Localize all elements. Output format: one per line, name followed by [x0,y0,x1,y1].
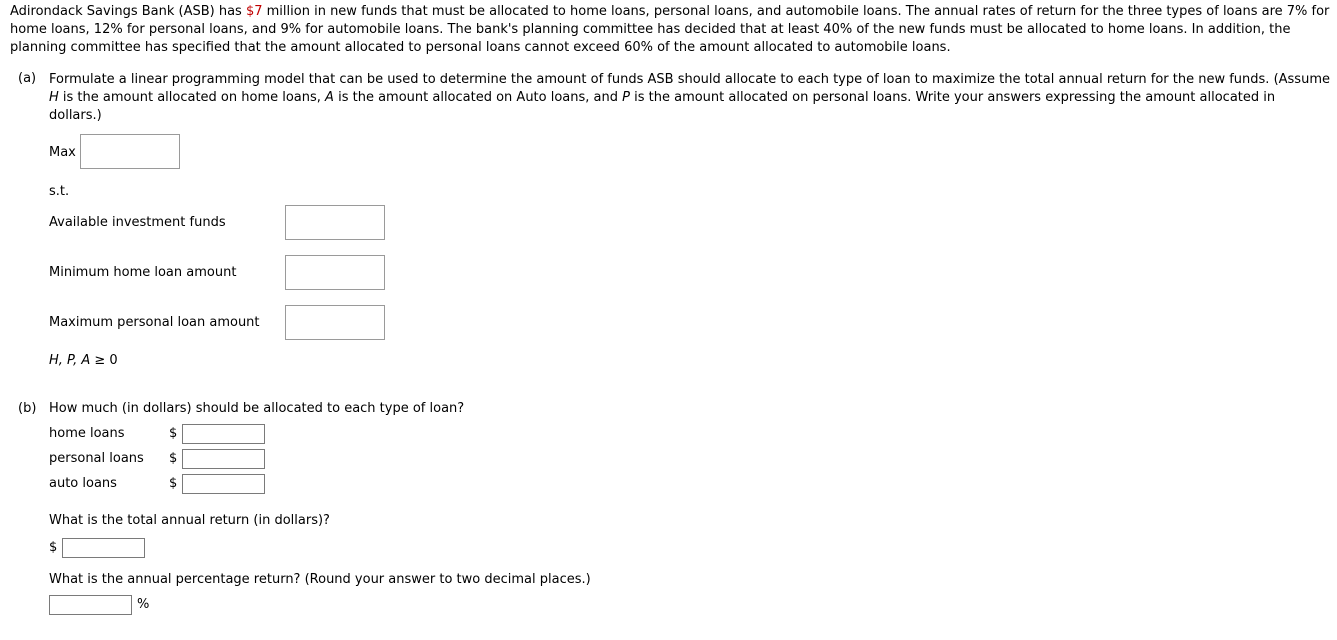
objective-input[interactable] [80,134,180,169]
home-loans-input[interactable] [182,424,265,444]
auto-loans-currency: $ [169,476,178,491]
total-return-currency: $ [49,540,58,555]
constraint-label-funds: Available investment funds [49,215,226,230]
auto-loans-input[interactable] [182,474,265,494]
total-return-input[interactable] [62,538,145,558]
part-a-instructions: Formulate a linear programming model that can be used to determine the amount of funds ASB should allocate to each type of loan to maximize the total annual return for the new funds. (Assume H is the amount allocated on home loans, A is the amount allocated on Auto loans, and P is the amount allocated on personal loans. Write your answers expressing the amount allocated in dollars.) [49,72,1330,123]
problem-statement: Adirondack Savings Bank (ASB) has $7 million in new funds that must be allocated to home loans, personal loans, and automobile loans. The annual rates of return for the three types of loans are 7% for home loans, 12% for personal loans, and 9% for automobile loans. The bank's planning committee has decided that at least 40% of the new funds must be allocated to home loans. In addition, the planning committee has specified that the amount allocated to personal loans cannot exceed 60% of the amount allocated to automobile loans. [10,4,1330,55]
constraint-input-max-personal[interactable] [285,305,385,340]
total-return-question: What is the total annual return (in dollars)? [49,513,330,528]
percent-unit: % [137,597,150,612]
part-b-label: (b) [18,401,37,416]
personal-loans-label: personal loans [49,451,144,466]
constraint-input-funds[interactable] [285,205,385,240]
constraint-label-max-personal: Maximum personal loan amount [49,315,260,330]
nonnegativity-constraint: H, P, A ≥ 0 [49,353,118,368]
personal-loans-currency: $ [169,451,178,466]
funds-amount: $7 [245,4,263,19]
part-b-question: How much (in dollars) should be allocated to each type of loan? [49,401,465,416]
auto-loans-label: auto loans [49,476,117,491]
st-label: s.t. [49,184,70,199]
max-label: Max [49,145,76,160]
constraint-label-min-home: Minimum home loan amount [49,265,237,280]
home-loans-label: home loans [49,426,125,441]
personal-loans-input[interactable] [182,449,265,469]
percentage-return-question: What is the annual percentage return? (Round your answer to two decimal places.) [49,572,591,587]
constraint-input-min-home[interactable] [285,255,385,290]
home-loans-currency: $ [169,426,178,441]
part-a-label: (a) [18,71,37,86]
percentage-return-input[interactable] [49,595,132,615]
